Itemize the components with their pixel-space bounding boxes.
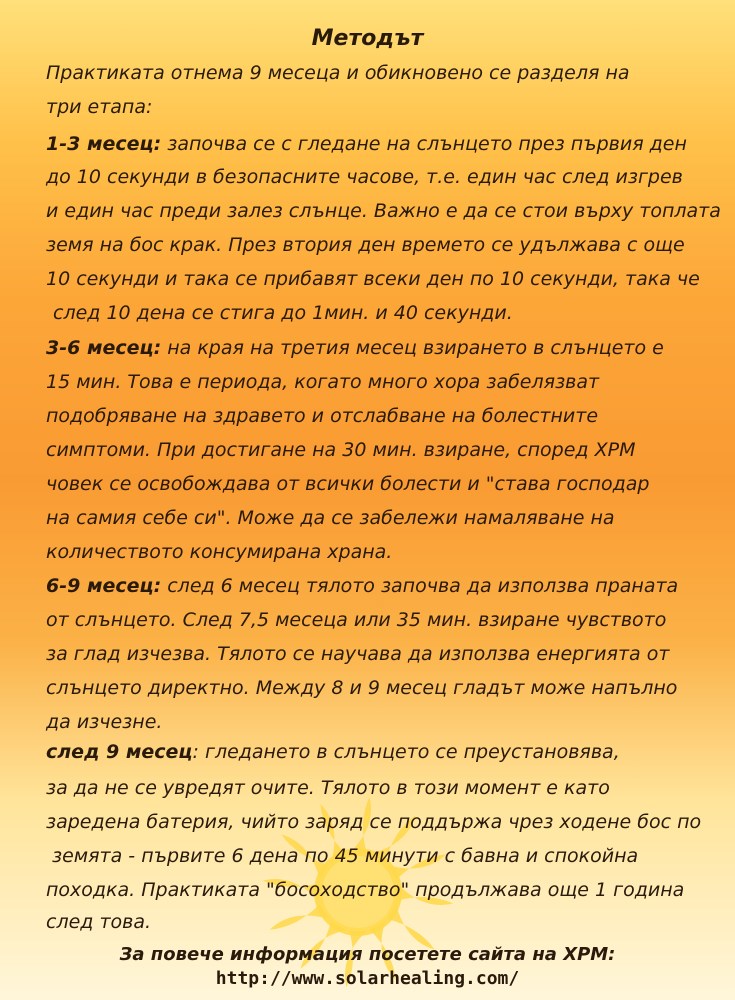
stage2-line: подобряване на здравето и отслабване на болестните bbox=[46, 405, 599, 427]
intro-line: Практиката отнема 9 месеца и обикновено се разделя на bbox=[46, 62, 630, 84]
stage4-line: земята - първите 6 дена по 45 минути с бавна и спокойна bbox=[52, 845, 639, 867]
stage3-line: да изчезне. bbox=[46, 711, 163, 733]
stage3-text: след 6 месец тялото започва да използва праната bbox=[161, 575, 679, 597]
stage2-line: на самия себе си". Може да се забележи намаляване на bbox=[46, 507, 615, 529]
stage2-line: симптоми. При достигане на 30 мин. взиране, според ХРМ bbox=[46, 439, 636, 461]
stage1-first-line bbox=[46, 132, 687, 156]
stage4-text: : гледането в слънцето се преустановява, bbox=[192, 741, 620, 763]
stage2-text: на края на третия месец взирането в слънцето е bbox=[161, 337, 664, 359]
footer-info: За повече информация посетете сайта на ХРМ: bbox=[119, 944, 616, 965]
stage3-line: слънцето директно. Между 8 и 9 месец гладът може напълно bbox=[46, 677, 678, 699]
stage1-line: земя на бос крак. През втория ден времето се удължава с още bbox=[46, 234, 685, 256]
stage4-label: след 9 месец bbox=[46, 741, 193, 763]
stage4-first-line bbox=[46, 740, 620, 764]
intro-line: три етапа: bbox=[46, 96, 153, 118]
stage1-label: 1-3 месец: bbox=[46, 133, 162, 155]
stage2-label: 3-6 месец: bbox=[46, 337, 162, 359]
stage3-line: от слънцето. След 7,5 месеца или 35 мин. взиране чувството bbox=[46, 609, 667, 631]
stage1-line: 10 секунди и така се прибавят всеки ден по 10 секунди, така че bbox=[46, 268, 700, 290]
stage1-line: след 10 дена се стига до 1мин. и 40 секунди. bbox=[53, 302, 513, 324]
page-title: Методът bbox=[311, 26, 424, 51]
stage3-label: 6-9 месец: bbox=[46, 575, 162, 597]
stage2-first-line bbox=[46, 336, 664, 360]
stage4-line: заредена батерия, чийто заряд се поддържа чрез ходене бос по bbox=[46, 811, 702, 833]
stage1-line: до 10 секунди в безопасните часове, т.е. един час след изгрев bbox=[46, 166, 683, 188]
stage1-text: започва се с гледане на слънцето през първия ден bbox=[161, 133, 687, 155]
stage2-line: количеството консумирана храна. bbox=[46, 541, 393, 563]
footer-url-link[interactable]: http://www.solarhealing.com/ bbox=[215, 968, 520, 989]
stage2-line: човек се освобождава от всички болести и "става господар bbox=[46, 473, 650, 495]
stage3-first-line bbox=[46, 574, 678, 598]
stage3-line: за глад изчезва. Тялото се научава да използва енергията от bbox=[46, 643, 670, 665]
stage2-line: 15 мин. Това е периода, когато много хора забелязват bbox=[46, 371, 600, 393]
stage4-line: за да не се увредят очите. Тялото в този момент е като bbox=[46, 777, 610, 799]
stage4-line: походка. Практиката "босоходство" продължава още 1 година bbox=[46, 879, 685, 901]
stage1-line: и един час преди залез слънце. Важно е да се стои върху топлата bbox=[46, 200, 721, 222]
stage4-line: след това. bbox=[46, 911, 152, 933]
